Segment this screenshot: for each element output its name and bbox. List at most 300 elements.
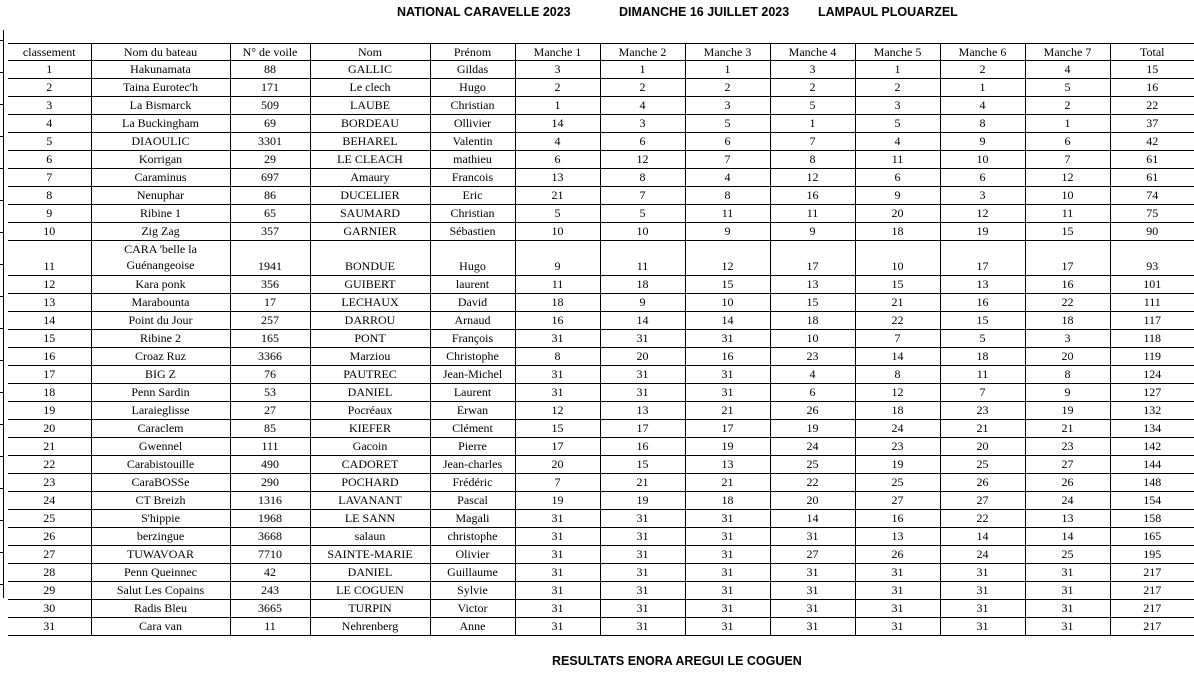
race-3-cell: 14 [685,312,770,330]
sail-number-cell: 53 [230,384,310,402]
race-5-cell: 31 [855,582,940,600]
race-5-cell: 6 [855,169,940,187]
sail-number-cell: 3301 [230,133,310,151]
total-cell: 74 [1110,187,1194,205]
race-1-cell: 19 [515,492,600,510]
race-4-cell: 18 [770,312,855,330]
rank-cell: 11 [8,241,91,276]
sail-number-cell: 357 [230,223,310,241]
race-5-cell: 25 [855,474,940,492]
race-3-cell: 15 [685,276,770,294]
race-4-cell: 31 [770,528,855,546]
race-5-cell: 1 [855,61,940,79]
race-7-cell: 19 [1025,402,1110,420]
race-2-cell: 17 [600,420,685,438]
table-header-row [8,44,1194,61]
race-1-cell: 11 [515,276,600,294]
race-4-cell: 1 [770,115,855,133]
last-name-cell: LE COGUEN [310,582,430,600]
total-cell: 158 [1110,510,1194,528]
race-1-cell: 31 [515,510,600,528]
margin-tick [0,40,4,41]
last-name-cell: Marziou [310,348,430,366]
race-4-cell: 23 [770,348,855,366]
race-7-cell: 6 [1025,133,1110,151]
sail-number-cell: 490 [230,456,310,474]
margin-tick [0,488,4,489]
race-3-cell: 2 [685,79,770,97]
race-7-cell: 22 [1025,294,1110,312]
last-name-cell: DANIEL [310,564,430,582]
sail-number-cell: 290 [230,474,310,492]
first-name-cell: laurent [430,276,515,294]
race-4-cell: 19 [770,420,855,438]
race-7-cell: 3 [1025,330,1110,348]
table-row [8,510,1194,528]
race-1-cell: 31 [515,330,600,348]
race-6-cell: 20 [940,438,1025,456]
last-name-cell: KIEFER [310,420,430,438]
margin-tick [0,296,4,297]
boat-name-cell: Kara ponk [91,276,230,294]
sail-number-cell: 509 [230,97,310,115]
race-7-cell: 8 [1025,366,1110,384]
race-3-cell: 31 [685,330,770,348]
column-header-race-2: Manche 2 [600,44,685,61]
sail-number-cell: 1941 [230,241,310,276]
first-name-cell: Ollivier [430,115,515,133]
last-name-cell: BORDEAU [310,115,430,133]
sail-number-cell: 85 [230,420,310,438]
race-6-cell: 18 [940,348,1025,366]
race-5-cell: 27 [855,492,940,510]
race-2-cell: 16 [600,438,685,456]
total-cell: 132 [1110,402,1194,420]
race-1-cell: 21 [515,187,600,205]
sail-number-cell: 3668 [230,528,310,546]
race-7-cell: 20 [1025,348,1110,366]
race-5-cell: 5 [855,115,940,133]
race-2-cell: 13 [600,402,685,420]
table-row [8,330,1194,348]
first-name-cell: Francois [430,169,515,187]
boat-name-cell: Point du Jour [91,312,230,330]
race-6-cell: 4 [940,97,1025,115]
rank-cell: 20 [8,420,91,438]
race-6-cell: 31 [940,618,1025,636]
last-name-cell: CADORET [310,456,430,474]
race-7-cell: 21 [1025,420,1110,438]
race-2-cell: 10 [600,223,685,241]
margin-tick [0,520,4,521]
race-1-cell: 5 [515,205,600,223]
race-5-cell: 31 [855,618,940,636]
rank-cell: 19 [8,402,91,420]
race-5-cell: 10 [855,241,940,276]
race-3-cell: 31 [685,366,770,384]
race-7-cell: 31 [1025,564,1110,582]
last-name-cell: GALLIC [310,61,430,79]
race-3-cell: 5 [685,115,770,133]
rank-cell: 17 [8,366,91,384]
rank-cell: 28 [8,564,91,582]
race-4-cell: 16 [770,187,855,205]
total-cell: 154 [1110,492,1194,510]
race-7-cell: 17 [1025,241,1110,276]
race-7-cell: 2 [1025,97,1110,115]
last-name-cell: Gacoin [310,438,430,456]
race-6-cell: 11 [940,366,1025,384]
race-3-cell: 13 [685,456,770,474]
results-credit: RESULTATS ENORA AREGUI LE COGUEN [552,654,802,668]
table-row [8,97,1194,115]
race-4-cell: 6 [770,384,855,402]
last-name-cell: SAUMARD [310,205,430,223]
sail-number-cell: 243 [230,582,310,600]
race-1-cell: 20 [515,456,600,474]
race-5-cell: 31 [855,600,940,618]
total-cell: 111 [1110,294,1194,312]
total-cell: 119 [1110,348,1194,366]
first-name-cell: Christian [430,205,515,223]
race-6-cell: 9 [940,133,1025,151]
boat-name-cell: Caraclem [91,420,230,438]
first-name-cell: Sébastien [430,223,515,241]
first-name-cell: François [430,330,515,348]
race-3-cell: 31 [685,546,770,564]
margin-tick [0,232,4,233]
total-cell: 118 [1110,330,1194,348]
table-row [8,492,1194,510]
race-7-cell: 5 [1025,79,1110,97]
boat-name-cell: Laraieglisse [91,402,230,420]
race-7-cell: 11 [1025,205,1110,223]
table-row [8,151,1194,169]
sail-number-cell: 165 [230,330,310,348]
event-date: DIMANCHE 16 JUILLET 2023 [619,5,790,19]
race-6-cell: 16 [940,294,1025,312]
margin-tick [0,264,4,265]
first-name-cell: Sylvie [430,582,515,600]
race-3-cell: 31 [685,510,770,528]
column-header-race-7: Manche 7 [1025,44,1110,61]
boat-name-cell: Carabistouille [91,456,230,474]
total-cell: 93 [1110,241,1194,276]
last-name-cell: LE SANN [310,510,430,528]
last-name-cell: BONDUE [310,241,430,276]
last-name-cell: DUCELIER [310,187,430,205]
race-4-cell: 14 [770,510,855,528]
race-2-cell: 31 [600,366,685,384]
boat-name-cell: Penn Sardin [91,384,230,402]
race-1-cell: 1 [515,97,600,115]
race-6-cell: 6 [940,169,1025,187]
total-cell: 16 [1110,79,1194,97]
race-6-cell: 14 [940,528,1025,546]
boat-name-cell: Taina Eurotec'h [91,79,230,97]
last-name-cell: salaun [310,528,430,546]
boat-name-cell: TUWAVOAR [91,546,230,564]
race-5-cell: 13 [855,528,940,546]
race-2-cell: 31 [600,600,685,618]
race-7-cell: 1 [1025,115,1110,133]
race-5-cell: 11 [855,151,940,169]
race-6-cell: 7 [940,384,1025,402]
first-name-cell: Olivier [430,546,515,564]
first-name-cell: Jean-Michel [430,366,515,384]
rank-cell: 23 [8,474,91,492]
race-1-cell: 31 [515,528,600,546]
race-5-cell: 23 [855,438,940,456]
race-5-cell: 2 [855,79,940,97]
sail-number-cell: 697 [230,169,310,187]
race-4-cell: 15 [770,294,855,312]
left-margin-line [3,30,4,598]
rank-cell: 24 [8,492,91,510]
race-6-cell: 31 [940,582,1025,600]
race-1-cell: 18 [515,294,600,312]
race-6-cell: 10 [940,151,1025,169]
race-5-cell: 26 [855,546,940,564]
boat-name-cell: Korrigan [91,151,230,169]
race-7-cell: 18 [1025,312,1110,330]
race-2-cell: 8 [600,169,685,187]
race-7-cell: 10 [1025,187,1110,205]
race-3-cell: 31 [685,582,770,600]
table-row [8,312,1194,330]
race-1-cell: 31 [515,546,600,564]
total-cell: 101 [1110,276,1194,294]
table-row [8,223,1194,241]
boat-name-cell: La Buckingham [91,115,230,133]
race-2-cell: 11 [600,241,685,276]
race-6-cell: 21 [940,420,1025,438]
race-6-cell: 31 [940,600,1025,618]
race-7-cell: 27 [1025,456,1110,474]
race-7-cell: 7 [1025,151,1110,169]
margin-tick [0,552,4,553]
race-7-cell: 31 [1025,582,1110,600]
race-5-cell: 31 [855,564,940,582]
race-4-cell: 9 [770,223,855,241]
race-4-cell: 2 [770,79,855,97]
boat-name-cell: berzingue [91,528,230,546]
first-name-cell: Arnaud [430,312,515,330]
last-name-cell: POCHARD [310,474,430,492]
first-name-cell: Eric [430,187,515,205]
table-row [8,528,1194,546]
margin-tick [0,104,4,105]
event-title: NATIONAL CARAVELLE 2023 [397,5,571,19]
race-7-cell: 16 [1025,276,1110,294]
first-name-cell: David [430,294,515,312]
first-name-cell: Erwan [430,402,515,420]
table-row [8,115,1194,133]
race-4-cell: 7 [770,133,855,151]
race-4-cell: 5 [770,97,855,115]
total-cell: 142 [1110,438,1194,456]
table-row [8,187,1194,205]
rank-cell: 2 [8,79,91,97]
race-1-cell: 2 [515,79,600,97]
margin-tick [0,392,4,393]
column-header-first-name: Prénom [430,44,515,61]
results-table [8,43,1194,636]
margin-tick [0,168,4,169]
rank-cell: 16 [8,348,91,366]
race-2-cell: 4 [600,97,685,115]
first-name-cell: Christophe [430,348,515,366]
rank-cell: 14 [8,312,91,330]
table-row [8,600,1194,618]
total-cell: 217 [1110,618,1194,636]
race-2-cell: 31 [600,546,685,564]
sail-number-cell: 3366 [230,348,310,366]
race-3-cell: 10 [685,294,770,312]
event-place: LAMPAUL PLOUARZEL [818,5,958,19]
first-name-cell: Clément [430,420,515,438]
total-cell: 144 [1110,456,1194,474]
first-name-cell: mathieu [430,151,515,169]
rank-cell: 8 [8,187,91,205]
total-cell: 15 [1110,61,1194,79]
last-name-cell: SAINTE-MARIE [310,546,430,564]
race-4-cell: 20 [770,492,855,510]
sail-number-cell: 69 [230,115,310,133]
sail-number-cell: 111 [230,438,310,456]
column-header-rank: classement [8,44,91,61]
total-cell: 42 [1110,133,1194,151]
race-1-cell: 31 [515,564,600,582]
race-6-cell: 13 [940,276,1025,294]
race-4-cell: 11 [770,205,855,223]
sail-number-cell: 65 [230,205,310,223]
race-2-cell: 3 [600,115,685,133]
race-6-cell: 27 [940,492,1025,510]
race-3-cell: 21 [685,402,770,420]
boat-name-cell: CT Breizh [91,492,230,510]
race-2-cell: 9 [600,294,685,312]
table-row [8,456,1194,474]
race-3-cell: 9 [685,223,770,241]
column-header-race-5: Manche 5 [855,44,940,61]
race-6-cell: 12 [940,205,1025,223]
race-7-cell: 25 [1025,546,1110,564]
table-body [8,61,1194,636]
total-cell: 217 [1110,582,1194,600]
sail-number-cell: 171 [230,79,310,97]
rank-cell: 21 [8,438,91,456]
first-name-cell: Magali [430,510,515,528]
race-5-cell: 24 [855,420,940,438]
first-name-cell: Valentin [430,133,515,151]
race-2-cell: 31 [600,384,685,402]
sail-number-cell: 86 [230,187,310,205]
first-name-cell: Pierre [430,438,515,456]
race-6-cell: 1 [940,79,1025,97]
margin-tick [0,200,4,201]
first-name-cell: Frédéric [430,474,515,492]
last-name-cell: GUIBERT [310,276,430,294]
race-4-cell: 4 [770,366,855,384]
last-name-cell: PAUTREC [310,366,430,384]
race-4-cell: 13 [770,276,855,294]
first-name-cell: Gildas [430,61,515,79]
race-4-cell: 27 [770,546,855,564]
table-row [8,384,1194,402]
race-2-cell: 18 [600,276,685,294]
race-3-cell: 31 [685,600,770,618]
race-6-cell: 19 [940,223,1025,241]
race-3-cell: 6 [685,133,770,151]
race-6-cell: 8 [940,115,1025,133]
race-7-cell: 31 [1025,600,1110,618]
race-7-cell: 14 [1025,528,1110,546]
race-6-cell: 3 [940,187,1025,205]
first-name-cell: Hugo [430,241,515,276]
table-row [8,169,1194,187]
race-1-cell: 6 [515,151,600,169]
boat-name-cell: Zig Zag [91,223,230,241]
race-4-cell: 12 [770,169,855,187]
table-row [8,61,1194,79]
table-row [8,402,1194,420]
race-2-cell: 21 [600,474,685,492]
rank-cell: 4 [8,115,91,133]
race-2-cell: 6 [600,133,685,151]
table-row [8,564,1194,582]
rank-cell: 26 [8,528,91,546]
last-name-cell: TURPIN [310,600,430,618]
race-4-cell: 26 [770,402,855,420]
rank-cell: 5 [8,133,91,151]
race-5-cell: 18 [855,223,940,241]
race-2-cell: 20 [600,348,685,366]
first-name-cell: christophe [430,528,515,546]
sail-number-cell: 7710 [230,546,310,564]
race-6-cell: 22 [940,510,1025,528]
race-6-cell: 15 [940,312,1025,330]
race-4-cell: 17 [770,241,855,276]
boat-name-cell: Hakunamata [91,61,230,79]
race-4-cell: 31 [770,582,855,600]
sail-number-cell: 88 [230,61,310,79]
rank-cell: 10 [8,223,91,241]
race-2-cell: 5 [600,205,685,223]
last-name-cell: BEHAREL [310,133,430,151]
race-2-cell: 31 [600,330,685,348]
race-7-cell: 13 [1025,510,1110,528]
race-2-cell: 31 [600,582,685,600]
race-4-cell: 25 [770,456,855,474]
margin-tick [0,72,4,73]
first-name-cell: Victor [430,600,515,618]
total-cell: 117 [1110,312,1194,330]
total-cell: 165 [1110,528,1194,546]
race-2-cell: 7 [600,187,685,205]
race-3-cell: 19 [685,438,770,456]
race-5-cell: 8 [855,366,940,384]
rank-cell: 18 [8,384,91,402]
column-header-last-name: Nom [310,44,430,61]
race-3-cell: 16 [685,348,770,366]
boat-name-cell: CaraBOSSe [91,474,230,492]
rank-cell: 9 [8,205,91,223]
race-2-cell: 15 [600,456,685,474]
race-5-cell: 22 [855,312,940,330]
race-1-cell: 14 [515,115,600,133]
race-1-cell: 16 [515,312,600,330]
